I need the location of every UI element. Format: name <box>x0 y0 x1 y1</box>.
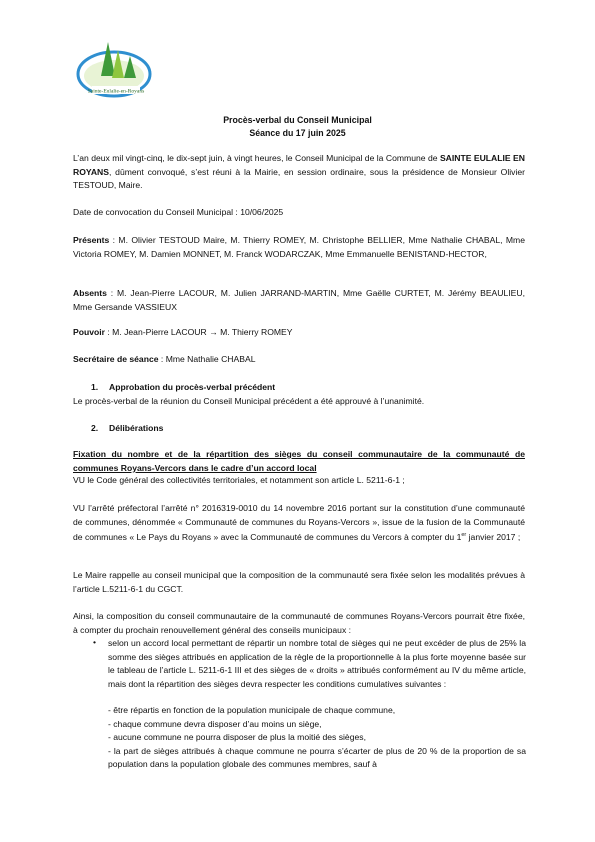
condition-item: - la part de sièges attribués à chaque commune ne pourra s’écarter de plus de 20 % de la proportion de sa population dans la population globale des communes membres, sauf à <box>108 745 526 770</box>
ainsi-paragraph: Ainsi, la composition du conseil communautaire de la communauté de communes Royans-Vercors pourrait être fixée, à compter du prochain renouvellement général des conseils municipaux : <box>73 611 525 635</box>
commune-name: SAINTE EULALIE EN ROYANS <box>73 153 525 177</box>
commune-logo <box>74 36 158 100</box>
session-date: Séance du 17 juin 2025 <box>249 128 346 138</box>
absents-paragraph: Absents : M. Jean-Pierre LACOUR, M. Julien JARRAND-MARTIN, Mme Gaëlle CURTET, M. Jérémy BEAULIEU, Mme Gersande VASSIEUX <box>73 288 525 312</box>
condition-item: - chaque commune devra disposer d’au moins un siège, <box>108 718 322 729</box>
condition-item: - être répartis en fonction de la population municipale de chaque commune, <box>108 705 396 715</box>
logo-tree <box>101 42 115 76</box>
section-1-body: Le procès-verbal de la réunion du Conseil Municipal précédent a été approuvé à l’unanimité. <box>73 396 425 406</box>
absents-label: Absents <box>73 288 107 298</box>
pouvoir-paragraph: Pouvoir : M. Jean-Pierre LACOUR → M. Thierry ROMEY <box>73 327 293 337</box>
convocation-date: Date de convocation du Conseil Municipal : 10/06/2025 <box>73 207 284 217</box>
presents-label: Présents <box>73 235 110 245</box>
condition-item: - aucune commune ne pourra disposer de plus la moitié des sièges, <box>108 732 366 743</box>
section-2-heading: 2. Délibérations <box>91 423 164 433</box>
document-title: Procès-verbal du Conseil Municipal <box>223 115 372 125</box>
section-1-heading: 1. Approbation du procès-verbal précédent <box>91 382 276 392</box>
bullet-icon: • <box>93 637 97 647</box>
deliberation-title: Fixation du nombre et de la répartition des sièges du conseil communautaire de la communauté de communes Royans-Vercors dans le cadre d’un accord local <box>73 449 525 473</box>
secretaire-label: Secrétaire de séance <box>73 354 159 364</box>
rappel-paragraph: Le Maire rappelle au conseil municipal que la composition de la communauté sera fixée selon les modalités prévues à l’article L.5211-6-1 du CGCT. <box>73 570 525 594</box>
logo-text: Sainte-Eulalie-en-Royans <box>87 88 145 95</box>
pouvoir-label: Pouvoir <box>73 327 105 337</box>
intro-paragraph: L’an deux mil vingt-cinq, le dix-sept juin, à vingt heures, le Conseil Municipal de la Commune de SAINTE EULALIE EN ROYANS, dûment convoqué, s’est réuni à la Mairie, en session ordinaire, sous la présidence de Monsieur Olivier TESTOUD, Maire. <box>73 153 525 191</box>
secretaire-paragraph: Secrétaire de séance : Mme Nathalie CHABAL <box>73 354 256 364</box>
vu-cgct: VU le Code général des collectivités territoriales, et notamment son article L. 5211-6-1 ; <box>73 475 405 485</box>
presents-paragraph: Présents : M. Olivier TESTOUD Maire, M. Thierry ROMEY, M. Christophe BELLIER, Mme Nathalie CHABAL, Mme Victoria ROMEY, M. Damien MONNET, M. Franck WODARCZAK, Mme Emmanuelle BENISTAND-HECTOR, <box>73 235 525 259</box>
conditions-list <box>108 704 526 772</box>
accord-local-bullet: selon un accord local permettant de répartir un nombre total de sièges qui ne peut excéder de plus de 25% la somme des sièges attribués en application de la règle de la proportionnelle à la plus forte moyenne basée sur le tableau de l’article L. 5211-6-1 III et des sièges de « droits » attribués conformément au IV du même article, mais dont la répartition des sièges devra respecter les conditions cumulatives suivantes : <box>108 638 526 689</box>
vu-arrete: VU l’arrêté préfectoral l’arrêté n° 2016319-0010 du 14 novembre 2016 portant sur la constitution d’une communauté de communes, dénommée « Communauté de communes du Royans-Vercors », issue de la fusion de la Communauté de communes « Le Pays du Royans » avec la Communauté de communes du Vercors à compter du 1er janvier 2017 ; <box>73 503 525 543</box>
